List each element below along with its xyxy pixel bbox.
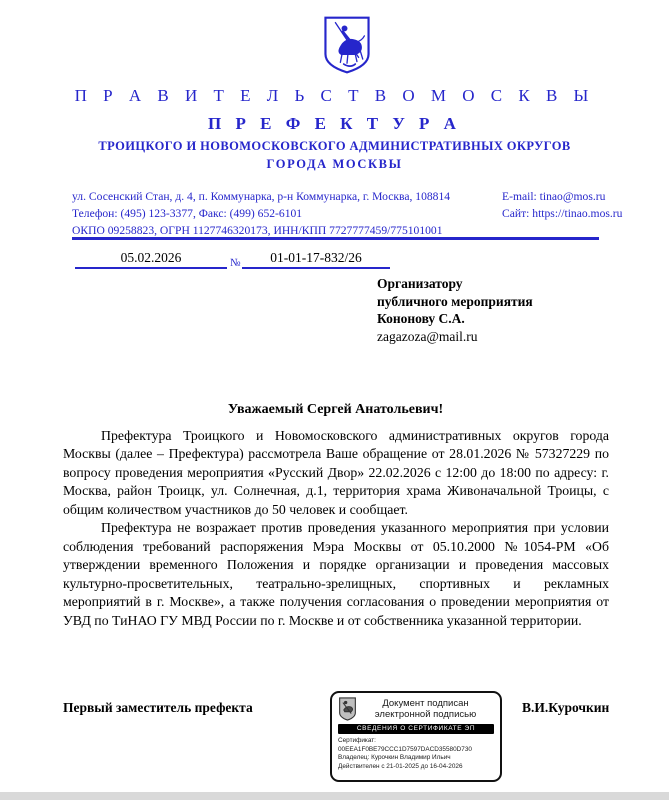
salutation: Уважаемый Сергей Анатольевич!	[227, 402, 444, 417]
org-phone-fax: Телефон: (495) 123-3377, Факс: (499) 652-6101	[72, 207, 303, 220]
stamp-title-line1: Документ подписан	[382, 698, 469, 709]
recipient-name: Кононову С.А.	[377, 311, 465, 326]
moscow-coat-of-arms-icon	[321, 16, 373, 74]
body-paragraph-1: Префектура Троицкого и Новомосковского административных округов города Москвы (далее – Префектура) рассмотрела Ваше обращение от 28.01.2026 № 57327229 по вопросу проведения мероприятия «Русский Двор» 22.02.2026 с 12:00 до 18:00 по адресу: г. Москва, район Троицк, ул. Солнечная, д.1, территория храма Живоначальной Троицы, с общим количеством участников до 50 человек и сообщает.	[63, 428, 609, 517]
recipient-email: zagazoza@mail.ru	[377, 328, 478, 344]
letterhead-divider	[72, 237, 599, 240]
stamp-title	[357, 698, 494, 720]
letter-body	[63, 427, 609, 630]
org-codes: ОКПО 09258823, ОГРН 1127746320173, ИНН/КПП 7727777459/775101001	[72, 224, 443, 237]
org-address: ул. Сосенский Стан, д. 4, п. Коммунарка, р-н Коммунарка, г. Москва, 108814	[72, 190, 451, 203]
stamp-title-line2: электронной подписью	[374, 709, 477, 720]
letter-date: 05.02.2026	[75, 250, 227, 269]
page-bottom-edge	[0, 792, 669, 800]
org-name-line3: ГОРОДА МОСКВЫ	[266, 157, 403, 171]
recipient-block	[377, 275, 637, 345]
recipient-role-line2: публичного мероприятия	[377, 293, 533, 309]
contact-block-right	[502, 188, 662, 222]
electronic-signature-stamp	[330, 691, 502, 782]
stamp-certificate-bar: СВЕДЕНИЯ О СЕРТИФИКАТЕ ЭП	[338, 724, 494, 734]
org-website: Сайт: https://tinao.mos.ru	[502, 207, 623, 220]
stamp-certificate-number: Сертификат: 00EEA1F0BE79CCC1D7597DACD35580D730	[338, 737, 472, 753]
signer-name: В.И.Курочкин	[522, 700, 610, 715]
signer-position: Первый заместитель префекта	[63, 700, 253, 715]
letter-number: 01-01-17-832/26	[242, 250, 390, 269]
stamp-certificate-info	[338, 737, 494, 771]
stamp-header	[338, 697, 494, 721]
number-sign: №	[230, 257, 241, 269]
recipient-role-line1: Организатору	[377, 276, 463, 291]
stamp-owner: Владелец: Курочкин Владимир Ильич	[338, 754, 451, 762]
government-title: П Р А В И Т Е Л Ь С Т В О М О С К В Ы	[74, 86, 595, 105]
org-name-line1: П Р Е Ф Е К Т У Р А	[208, 114, 461, 133]
stamp-validity: Действителен с 21-01-2025 до 16-04-2026	[338, 762, 463, 770]
contact-block-left	[72, 188, 502, 239]
body-paragraph-2: Префектура не возражает против проведения указанного мероприятия при условии соблюдения требований распоряжения Мэра Москвы от 05.10.2000 №1054-РМ «Об утверждении временного Положения и порядке организации и проведения массовых культурно-просветительных, театрально-зрелищных, спортивных и рекламных мероприятий в г. Москве», а также получения согласования о проведении мероприятия от УВД по ТиНАО ГУ МВД России по г. Москве и от собственника указанной территории.	[63, 520, 609, 628]
stamp-emblem-icon	[338, 697, 357, 721]
org-email: E-mail: tinao@mos.ru	[502, 190, 606, 203]
org-name-line2: ТРОИЦКОГО И НОВОМОСКОВСКОГО АДМИНИСТРАТИВНЫХ ОКРУГОВ	[98, 139, 571, 153]
